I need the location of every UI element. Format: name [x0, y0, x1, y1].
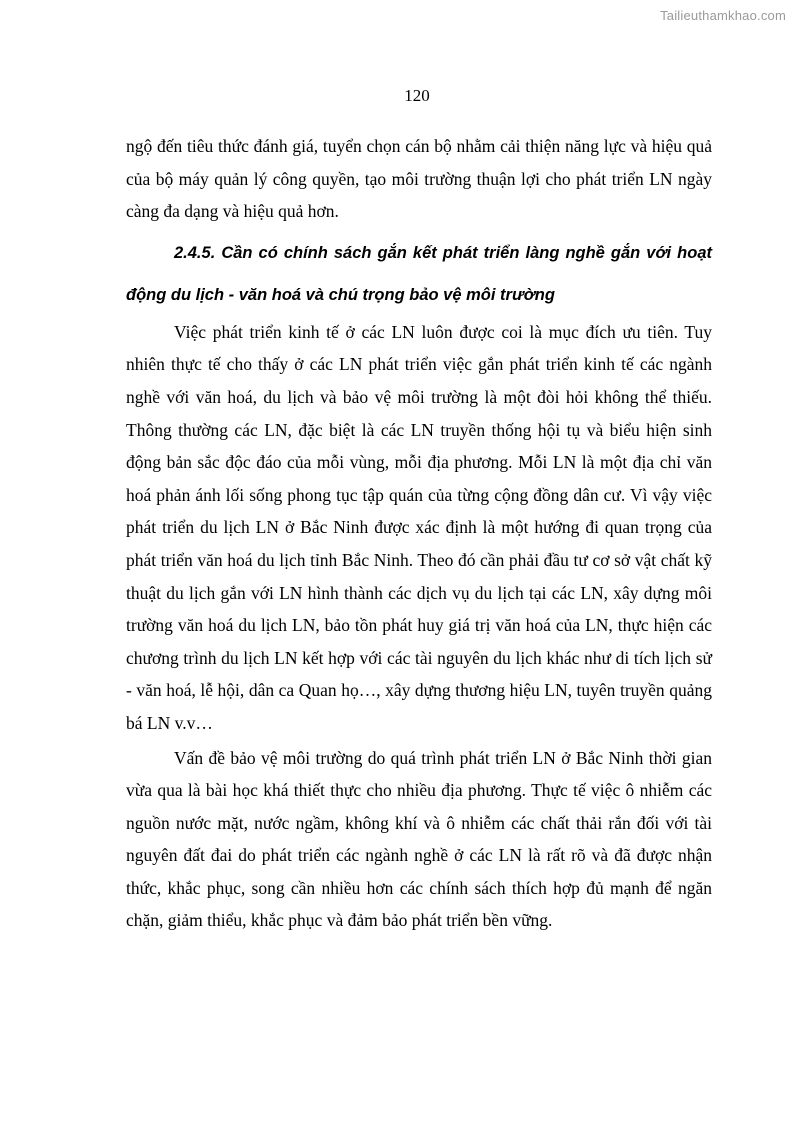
paragraph-tourism-culture: Việc phát triển kinh tế ở các LN luôn được coi là mục đích ưu tiên. Tuy nhiên thực tế cho thấy ở các LN phát triển việc gắn phát triển kinh tế các ngành nghề với văn hoá, du lịch và bảo vệ môi trường là một đòi hỏi không thể thiếu. Thông thường các LN, đặc biệt là các LN truyền thống hội tụ và biểu hiện sinh động bản sắc độc đáo của mỗi vùng, mỗi địa phương. Mỗi LN là một địa chỉ văn hoá phản ánh lối sống phong tục tập quán của từng cộng đồng dân cư. Vì vậy việc phát triển du lịch LN ở Bắc Ninh được xác định là một hướng đi quan trọng của phát triển văn hoá du lịch tỉnh Bắc Ninh. Theo đó cần phải đầu tư cơ sở vật chất kỹ thuật du lịch gắn với LN hình thành các dịch vụ du lịch tại các LN, xây dựng môi trường văn hoá du lịch LN, bảo tồn phát huy giá trị văn hoá của LN, thực hiện các chương trình du lịch LN kết hợp với các tài nguyên du lịch khác như di tích lịch sử - văn hoá, lễ hội, dân ca Quan họ…, xây dựng thương hiệu LN, tuyên truyền quảng bá LN v.v…	[126, 321, 712, 733]
paragraph-environment: Vấn đề bảo vệ môi trường do quá trình phát triển LN ở Bắc Ninh thời gian vừa qua là bài học khá thiết thực cho nhiều địa phương. Thực tế việc ô nhiễm các nguồn nước mặt, nước ngầm, không khí và ô nhiễm các chất thải rắn đối với tài nguyên đất đai do phát triển các ngành nghề ở các LN là rất rõ và đã được nhận thức, khắc phục, song cần nhiều hơn các chính sách thích hợp đủ mạnh để ngăn chặn, giảm thiểu, khắc phục và đảm bảo phát triển bền vững.	[126, 747, 712, 931]
paragraph-continuation: ngộ đến tiêu thức đánh giá, tuyển chọn cán bộ nhằm cải thiện năng lực và hiệu quả của bộ máy quản lý công quyền, tạo môi trường thuận lợi cho phát triển LN ngày càng đa dạng và hiệu quả hơn.	[126, 136, 712, 222]
page-number: 120	[404, 86, 430, 105]
document-body	[126, 130, 712, 937]
section-heading: 2.4.5. Cần có chính sách gắn kết phát triển làng nghề gắn với hoạt động du lịch - văn hoá và chú trọng bảo vệ môi trường	[126, 243, 712, 304]
watermark-text: Tailieuthamkhao.com	[660, 8, 786, 23]
